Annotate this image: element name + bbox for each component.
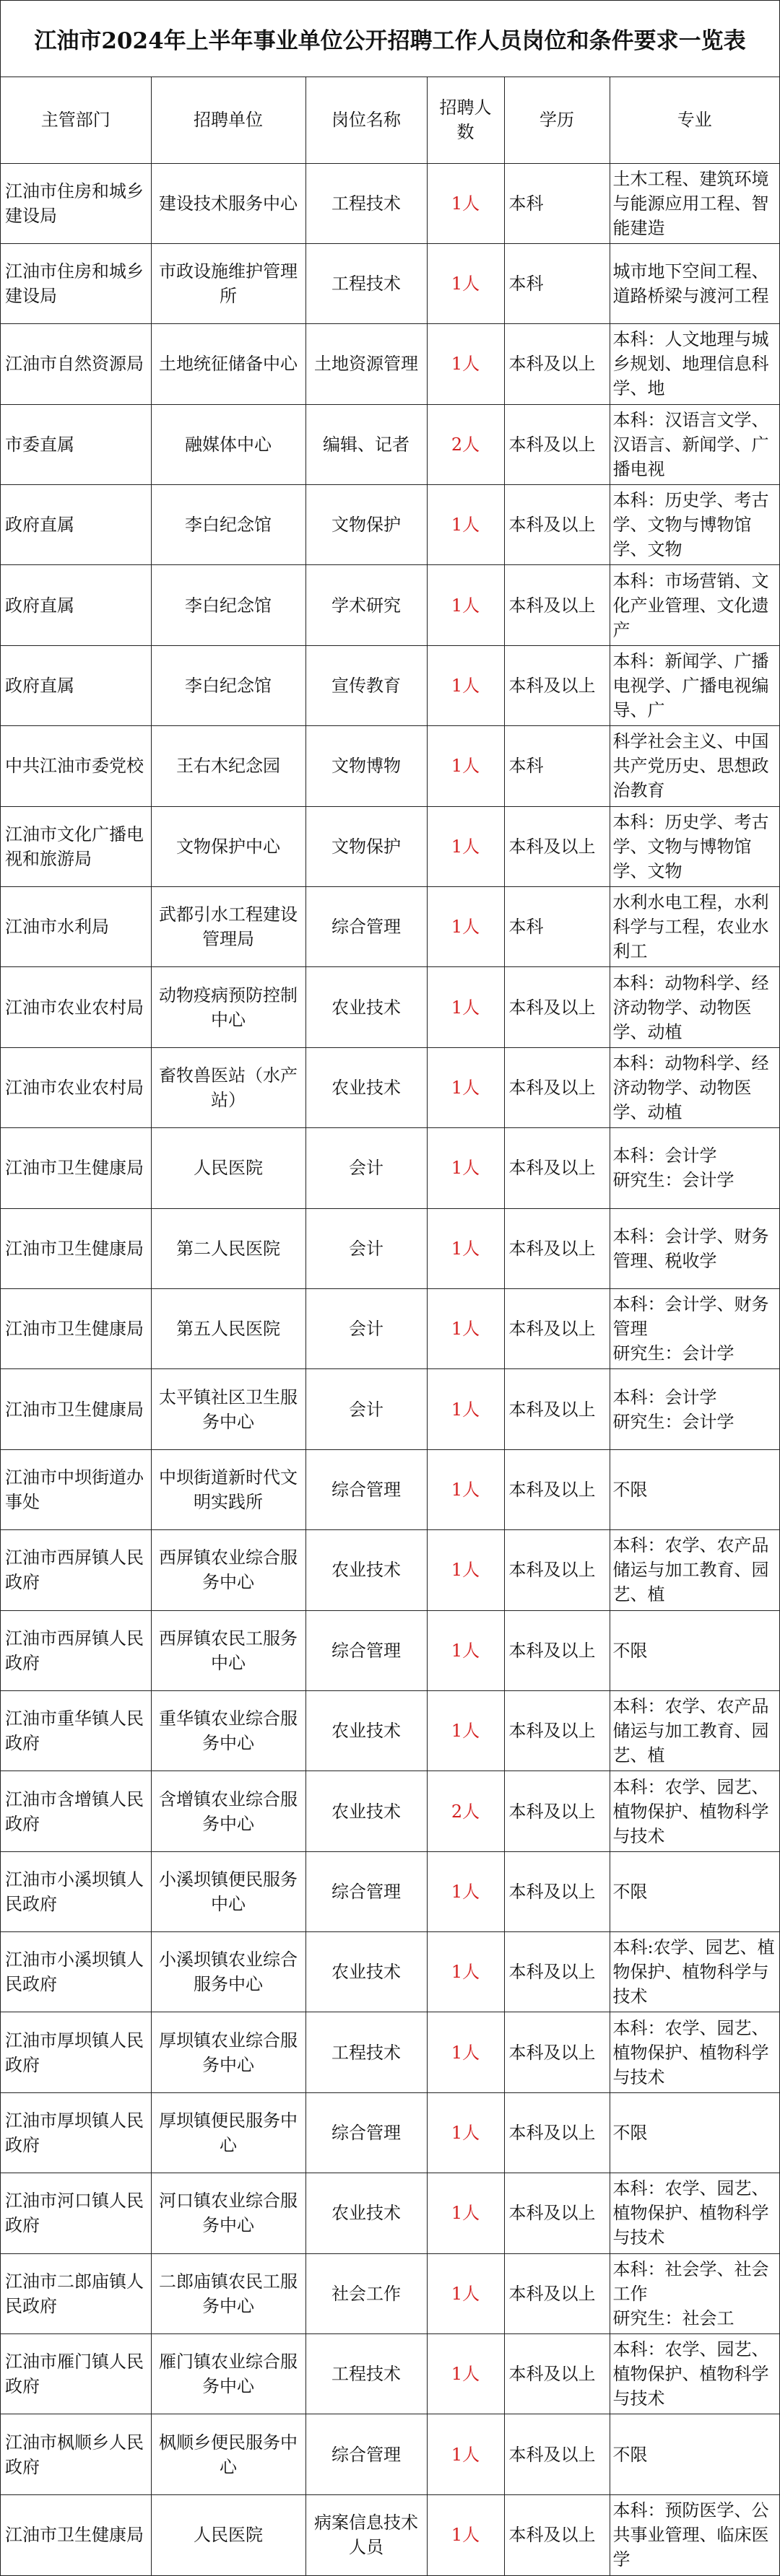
cell-edu: 本科及以上	[508, 2123, 596, 2144]
cell-dept: 市委直属	[5, 434, 74, 455]
table-row	[1, 1369, 779, 1449]
header-row	[1, 77, 779, 163]
table-row	[1, 2012, 779, 2092]
cell-count: 1人	[451, 1479, 480, 1500]
cell-post: 综合管理	[332, 2444, 401, 2465]
table-row	[1, 324, 779, 404]
cell-edu: 本科及以上	[508, 1077, 596, 1098]
cell-edu: 本科及以上	[508, 1319, 596, 1340]
cell-dept: 江油市厚坝镇人民政府	[5, 2110, 144, 2156]
cell-major: 本科：会计学、财务管理 研究生：会计学	[612, 1294, 769, 1364]
cell-edu: 本科及以上	[508, 836, 596, 857]
header-dept: 主管部门	[1, 77, 151, 163]
cell-dept: 江油市水利局	[5, 917, 109, 938]
cell-dept: 江油市西屏镇人民政府	[5, 1547, 144, 1593]
cell-edu: 本科及以上	[508, 595, 596, 616]
cell-post: 工程技术	[332, 2364, 401, 2385]
cell-unit: 含增镇农业综合服务中心	[159, 1789, 298, 1834]
cell-major: 本科：历史学、考古学、文物与博物馆学、文物	[612, 490, 769, 560]
cell-post: 农业技术	[332, 1721, 401, 1742]
cell-post: 农业技术	[332, 1801, 401, 1822]
cell-count: 1人	[451, 354, 480, 375]
cell-edu: 本科及以上	[508, 676, 596, 697]
cell-edu: 本科及以上	[508, 1479, 596, 1500]
cell-edu: 本科及以上	[508, 515, 596, 536]
table-row	[1, 1449, 779, 1529]
cell-post: 工程技术	[332, 274, 401, 294]
cell-count: 1人	[451, 595, 480, 616]
table-row	[1, 1690, 779, 1771]
table-row	[1, 163, 779, 243]
table-row	[1, 2173, 779, 2253]
table-row	[1, 1288, 779, 1368]
cell-post: 农业技术	[332, 1077, 401, 1098]
cell-dept: 江油市住房和城乡建设局	[5, 261, 144, 307]
table-row	[1, 645, 779, 725]
cell-edu: 本科及以上	[508, 1238, 596, 1259]
table-row	[1, 1047, 779, 1127]
cell-dept: 中共江油市委党校	[5, 756, 144, 777]
cell-dept: 江油市农业农村局	[5, 1077, 144, 1098]
cell-dept: 江油市卫生健康局	[5, 1319, 144, 1340]
cell-major: 本科：农学、园艺、植物保护、植物科学与技术	[612, 2178, 769, 2248]
cell-major: 本科：社会学、社会工作 研究生：社会工	[612, 2258, 769, 2328]
cell-edu: 本科及以上	[508, 1399, 596, 1420]
cell-dept: 江油市枫顺乡人民政府	[5, 2432, 144, 2477]
cell-count: 1人	[451, 1721, 480, 1742]
cell-major: 本科:农学、园艺、植物保护、植物科学与技术	[612, 1937, 775, 2007]
cell-count: 1人	[451, 756, 480, 777]
cell-unit: 枫顺乡便民服务中心	[159, 2432, 298, 2477]
cell-unit: 西屏镇农民工服务中心	[159, 1628, 298, 1673]
cell-edu: 本科及以上	[508, 1158, 596, 1179]
sheet-title: 江油市2024年上半年事业单位公开招聘工作人员岗位和条件要求一览表	[1, 1, 779, 77]
cell-dept: 江油市文化广播电视和旅游局	[5, 824, 144, 869]
cell-post: 社会工作	[332, 2283, 401, 2304]
cell-edu: 本科及以上	[508, 2444, 596, 2465]
cell-edu: 本科及以上	[508, 2042, 596, 2063]
table-row	[1, 565, 779, 645]
table-row	[1, 2334, 779, 2414]
positions-table	[1, 77, 779, 2575]
cell-major: 本科：历史学、考古学、文物与博物馆学、文物	[612, 811, 769, 881]
cell-count: 1人	[451, 2123, 480, 2144]
cell-post: 病案信息技术人员	[314, 2512, 418, 2558]
cell-edu: 本科及以上	[508, 434, 596, 455]
cell-unit: 中坝街道新时代文明实践所	[159, 1467, 298, 1512]
cell-post: 农业技术	[332, 2203, 401, 2224]
table-row	[1, 967, 779, 1047]
cell-post: 文物保护	[332, 515, 401, 536]
cell-count: 1人	[451, 917, 480, 938]
cell-count: 1人	[451, 1881, 480, 1902]
cell-edu: 本科及以上	[508, 2203, 596, 2224]
cell-major: 土木工程、建筑环境与能源应用工程、智能建造	[612, 168, 769, 238]
cell-edu: 本科	[508, 917, 544, 938]
table-row	[1, 726, 779, 806]
cell-edu: 本科及以上	[508, 1881, 596, 1902]
cell-major: 本科：动物科学、经济动物学、动物医学、动植	[612, 1052, 769, 1122]
table-row	[1, 485, 779, 565]
cell-unit: 小溪坝镇便民服务中心	[159, 1869, 298, 1914]
header-edu: 学历	[504, 77, 610, 163]
cell-count: 1人	[451, 2444, 480, 2465]
cell-major: 水利水电工程，水利科学与工程，农业水利工	[612, 892, 769, 962]
cell-post: 综合管理	[332, 1640, 401, 1661]
cell-count: 1人	[451, 836, 480, 857]
table-row	[1, 1932, 779, 2012]
header-post: 岗位名称	[306, 77, 427, 163]
cell-count: 1人	[451, 997, 480, 1018]
cell-major: 本科：农学、农产品储运与加工教育、园艺、植	[612, 1535, 769, 1605]
cell-post: 综合管理	[332, 2123, 401, 2144]
cell-count: 1人	[451, 1077, 480, 1098]
cell-unit: 河口镇农业综合服务中心	[159, 2191, 298, 2236]
cell-major: 本科：农学、园艺、植物保护、植物科学与技术	[612, 2017, 769, 2087]
cell-post: 农业技术	[332, 997, 401, 1018]
cell-post: 会计	[349, 1399, 384, 1420]
cell-dept: 江油市含增镇人民政府	[5, 1789, 144, 1834]
cell-major: 本科：新闻学、广播电视学、广播电视编导、广	[612, 651, 769, 721]
cell-unit: 西屏镇农业综合服务中心	[159, 1547, 298, 1593]
cell-edu: 本科及以上	[508, 1721, 596, 1742]
cell-unit: 融媒体中心	[185, 434, 272, 455]
cell-edu: 本科及以上	[508, 1640, 596, 1661]
table-row	[1, 806, 779, 886]
cell-unit: 二郎庙镇农民工服务中心	[159, 2271, 298, 2316]
table-row	[1, 1610, 779, 1690]
cell-dept: 政府直属	[5, 676, 74, 697]
cell-count: 1人	[451, 515, 480, 536]
cell-major: 本科：农学、园艺、植物保护、植物科学与技术	[612, 2339, 769, 2409]
cell-count: 1人	[451, 1560, 480, 1581]
cell-dept: 江油市住房和城乡建设局	[5, 180, 144, 226]
table-row	[1, 887, 779, 967]
cell-dept: 江油市卫生健康局	[5, 1399, 144, 1420]
cell-unit: 李白纪念馆	[185, 515, 272, 536]
table-row	[1, 1771, 779, 1851]
cell-edu: 本科及以上	[508, 1962, 596, 1983]
cell-count: 1人	[451, 1962, 480, 1983]
cell-edu: 本科	[508, 756, 544, 777]
cell-count: 1人	[451, 1238, 480, 1259]
cell-dept: 江油市西屏镇人民政府	[5, 1628, 144, 1673]
cell-count: 1人	[451, 1158, 480, 1179]
table-row	[1, 2494, 779, 2575]
cell-dept: 江油市中坝街道办事处	[5, 1467, 144, 1512]
table-row	[1, 2253, 779, 2333]
cell-major: 本科：农学、农产品储运与加工教育、园艺、植	[612, 1696, 769, 1766]
cell-edu: 本科及以上	[508, 997, 596, 1018]
cell-unit: 动物疫病预防控制中心	[159, 984, 298, 1030]
cell-dept: 政府直属	[5, 595, 74, 616]
cell-post: 学术研究	[332, 595, 401, 616]
header-unit: 招聘单位	[151, 77, 306, 163]
cell-major: 科学社会主义、中国共产党历史、思想政治教育	[612, 731, 769, 801]
cell-edu: 本科及以上	[508, 1801, 596, 1822]
table-row	[1, 404, 779, 484]
cell-count: 1人	[451, 2364, 480, 2385]
cell-post: 编辑、记者	[323, 434, 410, 455]
cell-count: 2人	[451, 434, 480, 455]
cell-dept: 江油市卫生健康局	[5, 2525, 144, 2546]
cell-major: 不限	[612, 2444, 648, 2465]
cell-post: 工程技术	[332, 193, 401, 214]
cell-unit: 人民医院	[194, 2525, 263, 2546]
cell-post: 综合管理	[332, 917, 401, 938]
cell-dept: 江油市自然资源局	[5, 354, 144, 375]
table-row	[1, 2092, 779, 2173]
cell-unit: 太平镇社区卫生服务中心	[159, 1387, 298, 1432]
cell-unit: 畜牧兽医站（水产站）	[159, 1065, 298, 1110]
cell-major: 本科：会计学、财务管理、税收学	[612, 1226, 769, 1271]
cell-major: 本科：动物科学、经济动物学、动物医学、动植	[612, 972, 769, 1042]
cell-unit: 第五人民医院	[176, 1319, 280, 1340]
cell-major: 本科：会计学 研究生：会计学	[612, 1145, 734, 1191]
cell-dept: 江油市卫生健康局	[5, 1158, 144, 1179]
cell-unit: 李白纪念馆	[185, 595, 272, 616]
cell-dept: 江油市农业农村局	[5, 997, 144, 1018]
cell-dept: 江油市二郎庙镇人民政府	[5, 2271, 144, 2316]
cell-post: 会计	[349, 1238, 384, 1259]
cell-dept: 江油市河口镇人民政府	[5, 2191, 144, 2236]
cell-unit: 小溪坝镇农业综合服务中心	[159, 1950, 298, 1995]
cell-major: 不限	[612, 1640, 648, 1661]
cell-major: 本科：预防医学、公共事业管理、临床医学	[612, 2500, 769, 2570]
cell-edu: 本科及以上	[508, 1560, 596, 1581]
cell-unit: 雁门镇农业综合服务中心	[159, 2352, 298, 2397]
header-major: 专业	[610, 77, 779, 163]
cell-edu: 本科及以上	[508, 2283, 596, 2304]
cell-edu: 本科	[508, 193, 544, 214]
cell-unit: 土地统征储备中心	[159, 354, 298, 375]
cell-count: 1人	[451, 2525, 480, 2546]
cell-edu: 本科	[508, 274, 544, 294]
cell-count: 1人	[451, 1640, 480, 1661]
cell-post: 综合管理	[332, 1479, 401, 1500]
cell-edu: 本科及以上	[508, 354, 596, 375]
cell-count: 1人	[451, 2283, 480, 2304]
cell-edu: 本科及以上	[508, 2364, 596, 2385]
cell-count: 1人	[451, 2203, 480, 2224]
cell-post: 文物博物	[332, 756, 401, 777]
table-row	[1, 1128, 779, 1208]
cell-post: 农业技术	[332, 1962, 401, 1983]
cell-unit: 李白纪念馆	[185, 676, 272, 697]
cell-major: 城市地下空间工程、道路桥梁与渡河工程	[612, 261, 769, 307]
cell-post: 文物保护	[332, 836, 401, 857]
cell-count: 2人	[451, 1801, 480, 1822]
table-row	[1, 1851, 779, 1931]
cell-post: 农业技术	[332, 1560, 401, 1581]
cell-major: 本科：会计学 研究生：会计学	[612, 1387, 734, 1432]
cell-major: 不限	[612, 1479, 648, 1500]
cell-unit: 厚坝镇农业综合服务中心	[159, 2030, 298, 2075]
cell-dept: 江油市雁门镇人民政府	[5, 2352, 144, 2397]
cell-major: 本科：汉语言文学、汉语言、新闻学、广播电视	[612, 409, 769, 479]
cell-post: 综合管理	[332, 1881, 401, 1902]
cell-post: 会计	[349, 1319, 384, 1340]
table-row	[1, 2414, 779, 2494]
cell-count: 1人	[451, 274, 480, 294]
table-row	[1, 243, 779, 323]
cell-major: 不限	[612, 1881, 648, 1902]
cell-post: 工程技术	[332, 2042, 401, 2063]
cell-major: 本科：市场营销、文化产业管理、文化遗产	[612, 570, 769, 640]
cell-count: 1人	[451, 1319, 480, 1340]
cell-dept: 江油市厚坝镇人民政府	[5, 2030, 144, 2075]
cell-dept: 江油市卫生健康局	[5, 1238, 144, 1259]
cell-unit: 建设技术服务中心	[159, 193, 298, 214]
cell-unit: 重华镇农业综合服务中心	[159, 1708, 298, 1754]
table-row	[1, 1208, 779, 1288]
cell-unit: 王右木纪念园	[176, 756, 280, 777]
cell-edu: 本科及以上	[508, 2525, 596, 2546]
cell-post: 土地资源管理	[314, 354, 418, 375]
cell-unit: 人民医院	[194, 1158, 263, 1179]
cell-dept: 江油市小溪坝镇人民政府	[5, 1950, 144, 1995]
cell-unit: 武都引水工程建设管理局	[159, 904, 298, 950]
cell-major: 不限	[612, 2123, 648, 2144]
cell-dept: 江油市小溪坝镇人民政府	[5, 1869, 144, 1914]
cell-count: 1人	[451, 676, 480, 697]
header-count: 招聘人数	[427, 77, 504, 163]
cell-unit: 文物保护中心	[176, 836, 280, 857]
cell-unit: 市政设施维护管理所	[159, 261, 298, 307]
cell-post: 会计	[349, 1158, 384, 1179]
table-row	[1, 1530, 779, 1610]
cell-count: 1人	[451, 193, 480, 214]
cell-dept: 政府直属	[5, 515, 74, 536]
cell-count: 1人	[451, 1399, 480, 1420]
cell-count: 1人	[451, 2042, 480, 2063]
cell-dept: 江油市重华镇人民政府	[5, 1708, 144, 1754]
cell-major: 本科：农学、园艺、植物保护、植物科学与技术	[612, 1776, 769, 1846]
cell-major: 本科：人文地理与城乡规划、地理信息科学、地	[612, 329, 769, 399]
cell-unit: 厚坝镇便民服务中心	[159, 2110, 298, 2156]
cell-unit: 第二人民医院	[176, 1238, 280, 1259]
cell-post: 宣传教育	[332, 676, 401, 697]
